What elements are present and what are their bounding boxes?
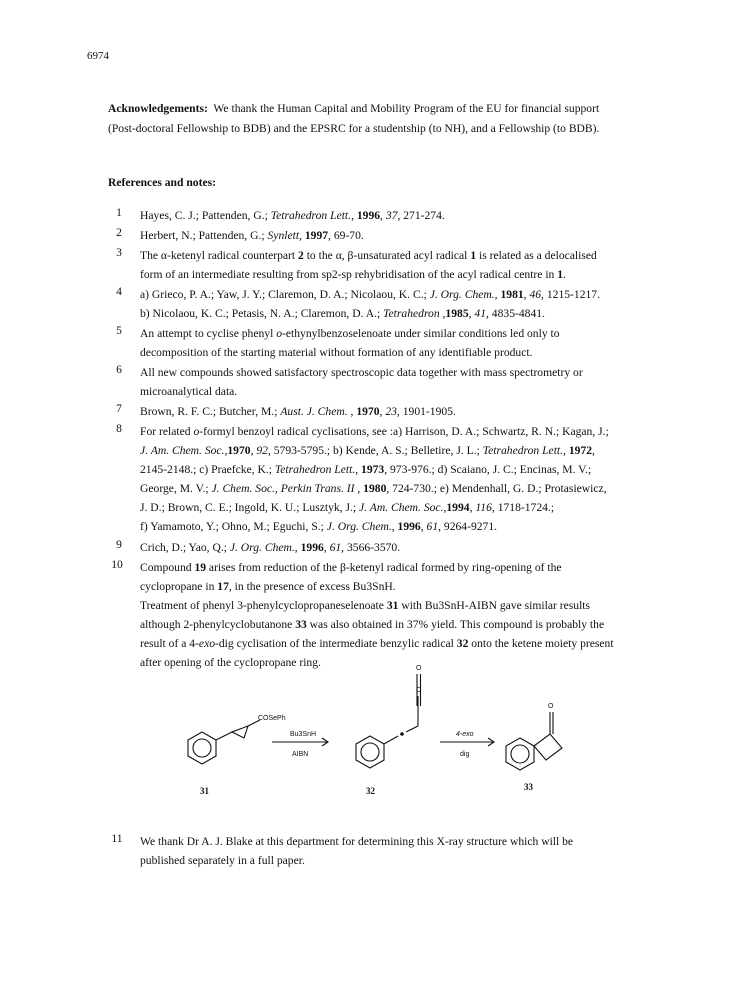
reference-line: An attempt to cyclise phenyl o-ethynylbenzoselenoate under similar conditions led only to xyxy=(140,327,560,340)
reference-line: We thank Dr A. J. Blake at this department for determining this X-ray structure which will be xyxy=(140,835,574,848)
scheme-substituent: COSePh xyxy=(258,715,286,722)
aromatic-circle-33 xyxy=(511,745,529,763)
reference-line: George, M. V.; J. Chem. Soc., Perkin Trans. II , 1980, 724-730.; e) Mendenhall, G. D.; Protasiewicz, xyxy=(140,482,607,495)
reference-line: cyclopropane in 17, in the presence of excess Bu3SnH. xyxy=(140,580,396,593)
reference-text xyxy=(140,226,680,245)
reference-number: 11 xyxy=(111,832,123,845)
reference-line: f) Yamamoto, Y.; Ohno, M.; Eguchi, S.; J. Org. Chem., 1996, 61, 9264-9271. xyxy=(140,520,498,533)
reference-text xyxy=(140,538,680,557)
scheme-ketene-o: O xyxy=(416,665,422,672)
scheme-product-o: O xyxy=(548,703,554,710)
compound-label-31: 31 xyxy=(200,786,209,796)
scheme-drawing xyxy=(160,662,600,802)
radical-dot-32 xyxy=(400,732,404,736)
aromatic-circle-32 xyxy=(361,743,379,761)
reference-number: 8 xyxy=(116,422,122,435)
reference-line: decomposition of the starting material without formation of any identifiable product. xyxy=(140,346,533,359)
references-heading: References and notes: xyxy=(108,176,216,189)
scheme-reagent-2-top: 4-exo xyxy=(456,731,474,738)
reference-line: All new compounds showed satisfactory spectroscopic data together with mass spectrometry or xyxy=(140,366,583,379)
reference-number: 1 xyxy=(116,206,122,219)
reference-line: The α-ketenyl radical counterpart 2 to the α, β-unsaturated acyl radical 1 is related as a delocalised xyxy=(140,249,597,262)
reference-line: J. Am. Chem. Soc.,1970, 92, 5793-5795.; b) Kende, A. S.; Belletire, J. L.; Tetrahedron Lett., 1972, xyxy=(140,444,595,457)
reference-line: For related o-formyl benzoyl radical cyclisations, see :a) Harrison, D. A.; Schwartz, R. N.; Kagan, J.; xyxy=(140,425,609,438)
reference-text xyxy=(140,324,680,362)
benzene-ring-32 xyxy=(356,736,384,768)
reference-text xyxy=(140,363,680,401)
acknowledgements xyxy=(108,99,668,139)
reference-line: although 2-phenylcyclobutanone 33 was also obtained in 37% yield. This compound is probably the xyxy=(140,618,605,631)
cyclobutanone-33 xyxy=(534,734,562,760)
reference-line: Brown, R. F. C.; Butcher, M.; Aust. J. Chem. , 1970, 23, 1901-1905. xyxy=(140,405,456,418)
reference-text xyxy=(140,832,680,870)
acknowledgements-line-1: We thank the Human Capital and Mobility Program of the EU for financial support xyxy=(213,102,600,115)
reference-number: 5 xyxy=(116,324,122,337)
reference-line: Treatment of phenyl 3-phenylcyclopropaneselenoate 31 with Bu3SnH-AIBN gave similar results xyxy=(140,599,591,612)
reference-line: Herbert, N.; Pattenden, G.; Synlett, 1997, 69-70. xyxy=(140,229,364,242)
reference-text xyxy=(140,422,680,536)
reference-line: after opening of the cyclopropane ring. xyxy=(140,656,321,669)
reference-line: b) Nicolaou, K. C.; Petasis, N. A.; Claremon, D. A.; Tetrahedron ,1985, 41, 4835-4841. xyxy=(140,307,545,320)
aromatic-circle-31 xyxy=(193,739,211,757)
scheme-reagent-1-bottom: AIBN xyxy=(292,751,309,758)
reference-line: 2145-2148.; c) Praefcke, K.; Tetrahedron Lett., 1973, 973-976.; d) Scaiano, J. C.; Encinas, M. V.; xyxy=(140,463,592,476)
reference-text xyxy=(140,402,680,421)
scheme-ketene-c: C xyxy=(416,687,422,694)
reference-line: published separately in a full paper. xyxy=(140,854,305,867)
reference-text xyxy=(140,285,680,323)
reference-text xyxy=(140,558,680,672)
reference-line: Crich, D.; Yao, Q.; J. Org. Chem., 1996, 61, 3566-3570. xyxy=(140,541,401,554)
reference-line: form of an intermediate resulting from sp2-sp rehybridisation of the acyl radical centre in 1. xyxy=(140,268,566,281)
page-number: 6974 xyxy=(87,50,109,62)
reference-line: Hayes, C. J.; Pattenden, G.; Tetrahedron Lett., 1996, 37, 271-274. xyxy=(140,209,445,222)
reference-number: 9 xyxy=(116,538,122,551)
compound-label-33: 33 xyxy=(524,782,533,792)
acknowledgements-line-2: (Post-doctoral Fellowship to BDB) and the EPSRC for a studentship (to NH), and a Fellowship (to BDB). xyxy=(108,122,600,135)
reference-number: 3 xyxy=(116,246,122,259)
reference-number: 6 xyxy=(116,363,122,376)
reference-number: 4 xyxy=(116,285,122,298)
reference-line: Compound 19 arises from reduction of the β-ketenyl radical formed by ring-opening of the xyxy=(140,561,562,574)
reference-line: result of a 4-exo-dig cyclisation of the intermediate benzylic radical 32 onto the ketene moiety present xyxy=(140,637,614,650)
scheme-reagent-1-top: Bu3SnH xyxy=(290,731,317,738)
cyclopropane-31 xyxy=(232,726,248,738)
benzene-ring-31 xyxy=(188,732,216,764)
compound-label-32: 32 xyxy=(366,786,375,796)
reaction-scheme xyxy=(160,662,600,802)
reference-line: a) Grieco, P. A.; Yaw, J. Y.; Claremon, D. A.; Nicolaou, K. C.; J. Org. Chem., 1981, 46, 1215-1217. xyxy=(140,288,600,301)
benzene-ring-33 xyxy=(506,738,534,770)
acknowledgements-heading: Acknowledgements: xyxy=(108,102,208,115)
reference-text xyxy=(140,246,680,284)
reference-number: 10 xyxy=(111,558,123,571)
reference-text xyxy=(140,206,680,225)
scheme-reagent-2-bottom: dig xyxy=(460,751,470,758)
reference-number: 2 xyxy=(116,226,122,239)
reference-number: 7 xyxy=(116,402,122,415)
reference-line: microanalytical data. xyxy=(140,385,238,398)
reference-line: J. D.; Brown, C. E.; Ingold, K. U.; Lusztyk, J.; J. Am. Chem. Soc.,1994, 116, 1718-1724.; xyxy=(140,501,555,514)
